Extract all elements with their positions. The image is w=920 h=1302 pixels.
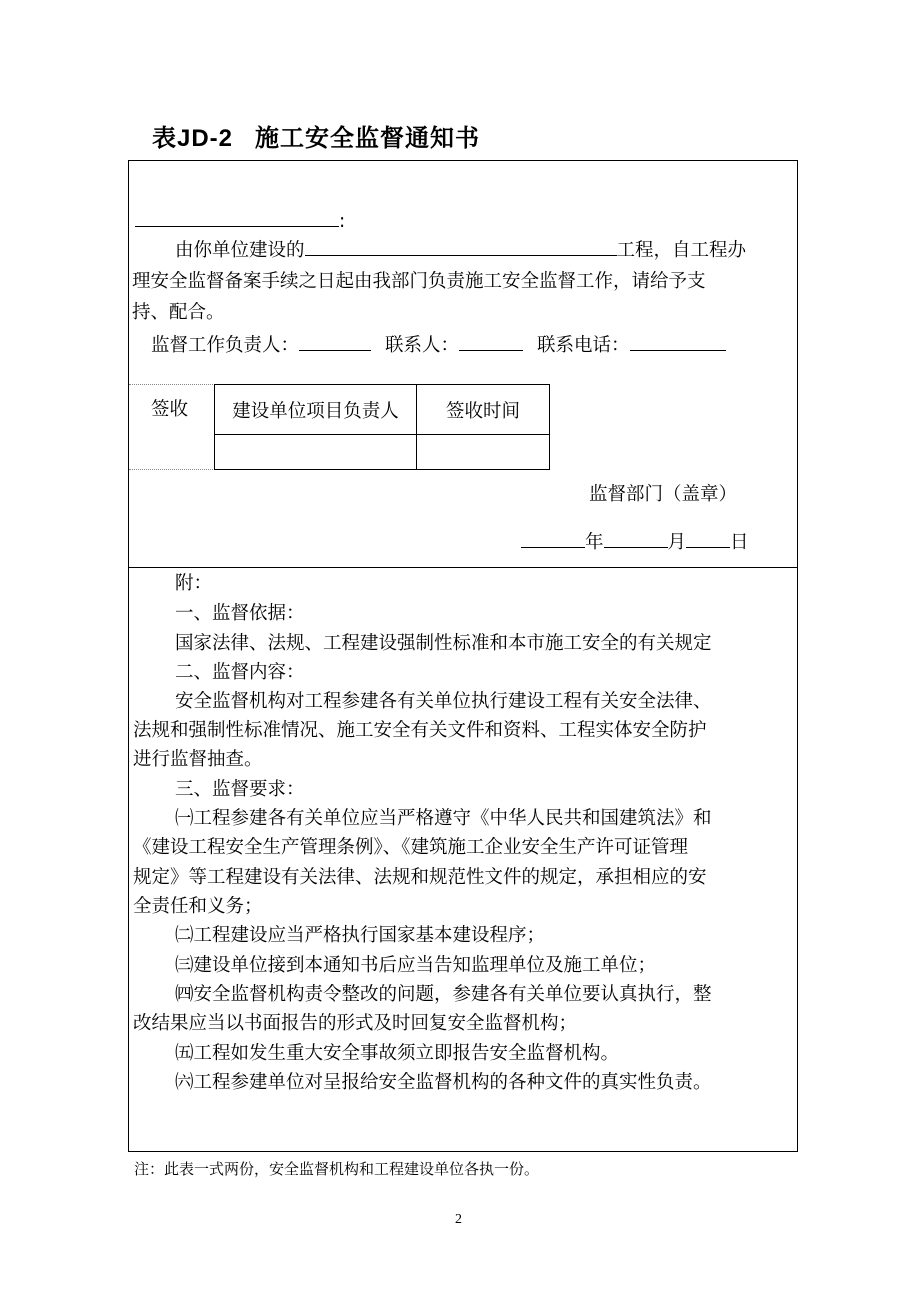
req-1-line2: 《建设工程安全生产管理条例》、《建筑施工企业安全生产许可证管理	[133, 837, 689, 858]
notice-para-line2: 理安全监督备案手续之日起由我部门负责施工安全监督工作，请给予支	[132, 271, 706, 292]
req-4-line1: ㈣安全监督机构责令整改的问题，参建各有关单位要认真执行，整	[175, 984, 712, 1005]
sign-table	[214, 384, 550, 470]
day-blank[interactable]	[686, 546, 730, 548]
sign-cell-responsible[interactable]	[215, 435, 417, 470]
appendix-s2-line2: 法规和强制性标准情况、施工安全有关文件和资料、工程实体安全防护	[133, 720, 707, 741]
appendix-s1-title: 一、监督依据：	[175, 603, 305, 624]
appendix-s2-line3: 进行监督抽查。	[133, 749, 263, 770]
form-code: 表JD-2	[152, 125, 234, 152]
form-frame	[128, 160, 798, 1152]
req-6: ㈥工程参建单位对呈报给安全监督机构的各种文件的真实性负责。	[175, 1072, 712, 1093]
appendix-s3-title: 三、监督要求：	[175, 779, 305, 800]
sign-label: 签收	[151, 399, 189, 420]
sign-col-responsible: 建设单位项目负责人	[215, 385, 417, 435]
month-blank[interactable]	[604, 546, 668, 548]
page-number: 2	[455, 1212, 462, 1227]
req-2: ㈡工程建设应当严格执行国家基本建设程序；	[175, 925, 546, 946]
appendix-head: 附：	[175, 573, 213, 594]
date-line: 年 月 日	[521, 534, 749, 553]
seal-dept: 监督部门（盖章）	[589, 484, 738, 505]
sign-dotted-top	[129, 384, 215, 385]
sign-col-time: 签收时间	[417, 385, 550, 435]
req-1-line4: 全责任和义务；	[133, 896, 263, 917]
req-1-line1: ㈠工程参建各有关单位应当严格遵守《中华人民共和国建筑法》和	[175, 808, 712, 829]
contact-line	[151, 337, 726, 356]
appendix-s1-text: 国家法律、法规、工程建设强制性标准和本市施工安全的有关规定	[175, 633, 712, 654]
year-blank[interactable]	[521, 546, 585, 548]
form-title-text: 施工安全监督通知书	[255, 123, 481, 152]
phone-label: 联系电话：	[537, 335, 630, 356]
recipient-blank[interactable]	[135, 225, 339, 227]
project-name-blank[interactable]	[305, 254, 617, 256]
sign-cell-time[interactable]	[417, 435, 550, 470]
req-5: ㈤工程如发生重大安全事故须立即报告安全监督机构。	[175, 1043, 620, 1064]
req-3: ㈢建设单位接到本通知书后应当告知监理单位及施工单位；	[175, 955, 657, 976]
notice-para-line1: 由你单位建设的 工程，自工程办	[175, 240, 747, 261]
footnote: 注：此表一式两份，安全监督机构和工程建设单位各执一份。	[134, 1160, 540, 1178]
section-divider	[129, 567, 797, 568]
phone-blank[interactable]	[630, 349, 726, 351]
appendix-s2-line1: 安全监督机构对工程参建各有关单位执行建设工程有关安全法律、	[175, 691, 712, 712]
req-1-line3: 规定》等工程建设有关法律、法规和规范性文件的规定，承担相应的安	[133, 867, 707, 888]
sign-dotted-bottom	[129, 469, 215, 470]
recipient-line	[135, 213, 345, 232]
supervisor-label: 监督工作负责人：	[151, 335, 300, 356]
supervisor-blank[interactable]	[299, 349, 371, 351]
req-4-line2: 改结果应当以书面报告的形式及时回复安全监督机构；	[133, 1013, 578, 1034]
contact-person-label: 联系人：	[385, 335, 460, 356]
form-title	[152, 118, 480, 153]
recipient-colon: :	[339, 211, 346, 232]
contact-person-blank[interactable]	[459, 349, 523, 351]
appendix-s2-title: 二、监督内容：	[175, 662, 305, 683]
notice-para-line3: 持、配合。	[132, 302, 225, 323]
